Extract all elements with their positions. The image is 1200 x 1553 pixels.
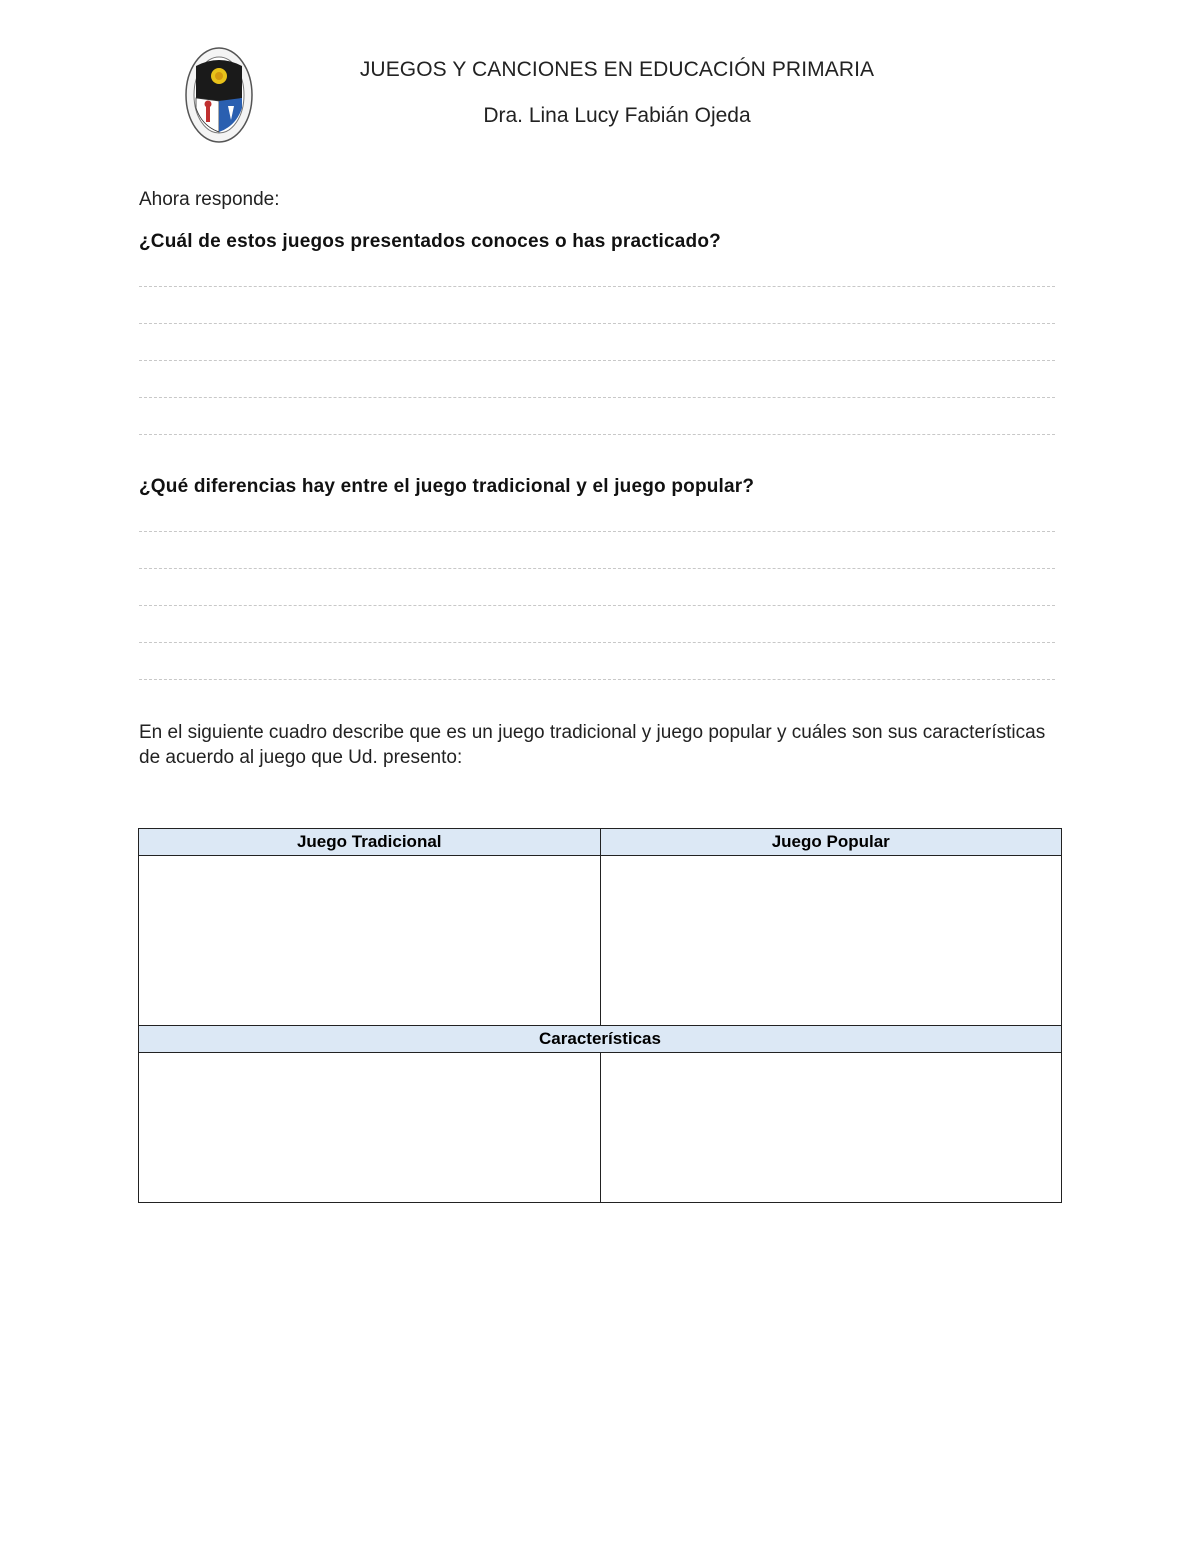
answer-line xyxy=(139,642,1055,643)
comparison-table xyxy=(138,828,1062,1203)
cell-definition-popular[interactable] xyxy=(600,856,1062,1026)
answer-line xyxy=(139,568,1055,569)
answer-line xyxy=(139,360,1055,361)
answer-line xyxy=(139,605,1055,606)
header-juego-tradicional: Juego Tradicional xyxy=(139,829,601,856)
header-juego-popular: Juego Popular xyxy=(600,829,1062,856)
document-author: Dra. Lina Lucy Fabián Ojeda xyxy=(483,104,751,127)
table-instruction: En el siguiente cuadro describe que es un juego tradicional y juego popular y cuáles son sus características de acuerdo al juego que Ud. presento: xyxy=(139,722,1046,768)
answer-line xyxy=(139,397,1055,398)
document-title: JUEGOS Y CANCIONES EN EDUCACIÓN PRIMARIA xyxy=(359,58,875,81)
answer-line xyxy=(139,679,1055,680)
question-1: ¿Cuál de estos juegos presentados conoces o has practicado? xyxy=(139,231,721,252)
header-caracteristicas: Características xyxy=(139,1026,1062,1053)
cell-definition-tradicional[interactable] xyxy=(139,856,601,1026)
answer-line xyxy=(139,531,1055,532)
answer-line xyxy=(139,323,1055,324)
answer-line xyxy=(139,434,1055,435)
cell-caracteristicas-popular[interactable] xyxy=(600,1053,1062,1203)
intro-text: Ahora responde: xyxy=(139,189,280,210)
cell-caracteristicas-tradicional[interactable] xyxy=(139,1053,601,1203)
answer-line xyxy=(139,286,1055,287)
answer-area-1[interactable] xyxy=(139,286,1055,471)
answer-area-2[interactable] xyxy=(139,531,1055,716)
question-2: ¿Qué diferencias hay entre el juego tradicional y el juego popular? xyxy=(139,476,755,497)
